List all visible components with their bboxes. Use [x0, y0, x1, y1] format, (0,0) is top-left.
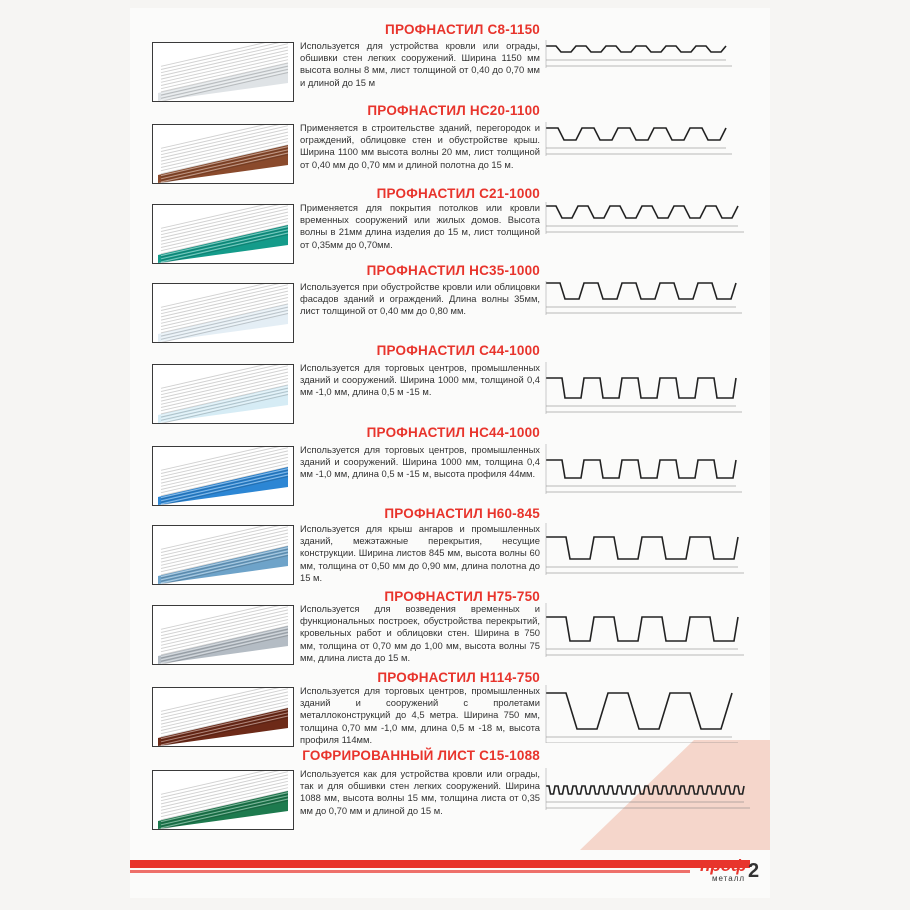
product-image [152, 364, 294, 424]
product-description: Используется для возведения временных и функциональных построек, обустройства перекрытий, кровельных работ и облицовки стен. Ширина в 750 мм, толщина от 0,70 мм до 1,00 мм, высота волны 75 мм, длина листа до 15 м. [300, 603, 540, 663]
product-image [152, 446, 294, 506]
profile-drawing [538, 358, 758, 420]
profile-drawing [538, 764, 758, 826]
product-description: Используется при обустройстве кровли или облицовки фасадов зданий и ограждений. Длина волны 35мм, лист толщиной от 0,40 мм до 0,80 мм. [300, 281, 540, 317]
product-description: Используется для устройства кровли или ограды, обшивки стен легких сооружений. Ширина 1150 мм высота волны 8 мм, лист толщиной от 0,40 до 0,70 мм и длиной до 15 м [300, 40, 540, 88]
profile-drawing [538, 519, 758, 581]
product-description: Применяется в строительстве зданий, перегородок и ограждений, облицовке стен и обустройстве крыш. Ширина 1100 мм высота волны 20 мм, лист толщиной от 0,40 мм до 0,70 мм и длиной полотна до 15 м. [300, 122, 540, 170]
profile-drawing [538, 118, 758, 180]
product-image [152, 283, 294, 343]
profile-drawing [538, 681, 758, 743]
product-image [152, 770, 294, 830]
product-title: ПРОФНАСТИЛ Н114-750 [377, 670, 540, 685]
product-title: ПРОФНАСТИЛ Н60-845 [384, 506, 540, 521]
profile-drawing [538, 36, 758, 98]
profile-drawing [538, 277, 758, 339]
brand-logo: проф [700, 856, 747, 875]
product-title: ПРОФНАСТИЛ НС20-1100 [367, 103, 540, 118]
product-image [152, 525, 294, 585]
product-title: ПРОФНАСТИЛ НС44-1000 [366, 425, 540, 440]
product-description: Используется как для устройства кровли или ограды, так и для обшивки стен легких сооружений. Ширина 1088 мм, высота волны 15 мм, толщина листа от 0,35 мм до 0,70 мм и длиной до 15 м. [300, 768, 540, 816]
product-image [152, 605, 294, 665]
product-description: Используется для торговых центров, промышленных зданий и сооружений. Ширина 1000 мм, толщина 0,4 мм -1,0 мм, длина 0,5 м -15 м, высота профиля 44мм. [300, 444, 540, 480]
product-title: ГОФРИРОВАННЫЙ ЛИСТ С15-1088 [302, 748, 540, 763]
product-description: Используется для крыш ангаров и промышленных зданий, межэтажные перекрытия, несущие конструкции. Ширина листов 845 мм, высота волны 60 мм, толщина от 0,50 мм до 0,90 мм, длина полотна до 15 м. [300, 523, 540, 583]
product-title: ПРОФНАСТИЛ С21-1000 [376, 186, 540, 201]
footer-bar [130, 860, 750, 868]
product-title: ПРОФНАСТИЛ С44-1000 [376, 343, 540, 358]
product-description: Применяется для покрытия потолков или кровли временных сооружений или жилых домов. Высота волны в 21мм длина изделия до 15 м, лист толщиной от 0,35мм до 0,70мм. [300, 202, 540, 250]
profile-drawing [538, 440, 758, 502]
product-image [152, 124, 294, 184]
product-title: ПРОФНАСТИЛ Н75-750 [384, 589, 540, 604]
product-description: Используется для торговых центров, промышленных зданий и сооружений с пролетами металлоконструкций до 4,5 метра. Ширина 750 мм, толщина 0,70 мм -1,0 мм, длина 0,5 м -18 м, высота профиля 114мм. [300, 685, 540, 745]
product-description: Используется для торговых центров, промышленных зданий и сооружений. Ширина 1000 мм, толщиной 0,4 мм -1,0 мм, длина 0,5 м -15 м. [300, 362, 540, 398]
footer-bar-thin [130, 870, 690, 873]
product-image [152, 687, 294, 747]
brand-logo-sub: металл [712, 874, 746, 883]
product-title: ПРОФНАСТИЛ НС35-1000 [366, 263, 540, 278]
profile-drawing [538, 599, 758, 661]
product-title: ПРОФНАСТИЛ С8-1150 [385, 22, 540, 37]
product-image [152, 42, 294, 102]
product-image [152, 204, 294, 264]
profile-drawing [538, 198, 758, 260]
page-number: 2 [748, 860, 760, 882]
